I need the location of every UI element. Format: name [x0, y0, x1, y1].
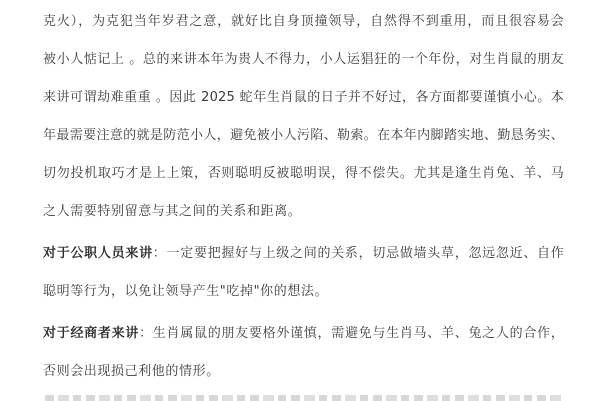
- text-line: [43, 235, 564, 273]
- text-run: ：生肖属鼠的朋友要格外谨慎，需避免与生肖马、羊、兔之人的合作，: [139, 326, 564, 341]
- text-line: 切勿投机取巧才是上上策，否则聪明反被聪明误，得不偿失。尤其是逢生肖兔、羊、马: [43, 166, 564, 181]
- text-line: 年最需要注意的就是防范小人，避免被小人污陷、勒索。在本年内脚踏实地、勤恳务实、: [43, 128, 564, 143]
- text-line: 否则会出现损己利他的情形。: [43, 364, 220, 379]
- text-line: 来讲可谓劫难重重 。因此 2025 蛇年生肖鼠的日子并不好过，各方面都要谨慎小心。本: [43, 90, 564, 105]
- text-run: ：一定要把握好与上级之间的关系，切忌做墙头草，忽远忽近、自作: [152, 246, 564, 261]
- text-line: 被小人惦记上 。总的来讲本年为贵人不得力，小人运猖狂的一个年份，对生肖鼠的朋友: [43, 52, 564, 67]
- text-line: [43, 315, 564, 353]
- paragraph: [43, 3, 564, 231]
- paragraph-lead: 对于公职人员来讲: [43, 246, 153, 261]
- paragraph-lead: 对于经商者来讲: [43, 326, 140, 341]
- text-line: 聪明等行为，以免让领导产生"吃掉"你的想法。: [43, 284, 329, 299]
- paragraph: [43, 315, 564, 391]
- paragraph: [43, 235, 564, 311]
- text-line: 之人需要特别留意与其之间的关系和距离。: [43, 204, 302, 219]
- text-line: 克火），为克犯当年岁君之意，就好比自身顶撞领导，自然得不到重用，而且很容易会: [43, 14, 564, 29]
- cutoff-text-line: [45, 395, 564, 401]
